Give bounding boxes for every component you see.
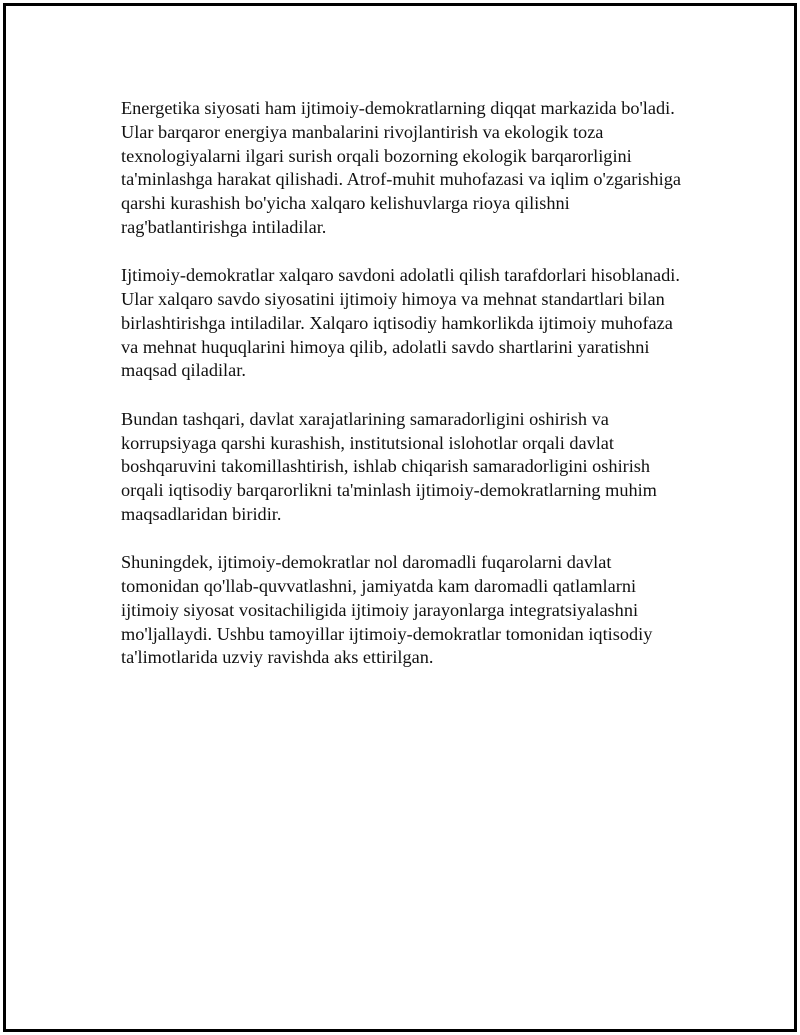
text-line: texnologiyalarni ilgari surish orqali bozorning ekologik barqarorligini xyxy=(121,145,632,166)
text-line: birlashtirishga intiladilar. Xalqaro iqtisodiy hamkorlikda ijtimoiy muhofaza xyxy=(121,312,673,333)
text-line: rag'batlantirishga intiladilar. xyxy=(121,216,327,237)
text-line: boshqaruvini takomillashtirish, ishlab chiqarish samaradorligini oshirish xyxy=(121,456,651,477)
text-line: Energetika siyosati ham ijtimoiy-demokratlarning diqqat markazida bo'ladi. xyxy=(121,98,675,118)
text-line: Bundan tashqari, davlat xarajatlarining samaradorligini oshirish va xyxy=(121,408,609,429)
paragraph-social-support xyxy=(121,551,711,670)
text-line: korrupsiyaga qarshi kurashish, institutsional islohotlar orqali davlat xyxy=(121,432,615,453)
text-line: ijtimoiy siyosat vositachiligida ijtimoiy jarayonlarga integratsiyalashni xyxy=(121,599,639,620)
paragraph-energy-policy xyxy=(121,97,711,240)
document-body xyxy=(121,97,711,695)
text-line: maqsad qiladilar. xyxy=(121,360,246,381)
text-line: mo'ljallaydi. Ushbu tamoyillar ijtimoiy-demokratlar tomonidan iqtisodiy xyxy=(121,623,653,644)
text-line: Ular xalqaro savdo siyosatini ijtimoiy himoya va mehnat standartlari bilan xyxy=(121,289,665,310)
text-line: qarshi kurashish bo'yicha xalqaro kelishuvlarga rioya qilishni xyxy=(121,193,570,214)
document-page xyxy=(3,3,797,1032)
paragraph-fair-trade xyxy=(121,264,711,383)
paragraph-public-spending xyxy=(121,408,711,527)
text-line: maqsadlaridan biridir. xyxy=(121,503,282,524)
text-line: va mehnat huquqlarini himoya qilib, adolatli savdo shartlarini yaratishni xyxy=(121,336,650,357)
text-line: Shuningdek, ijtimoiy-demokratlar nol daromadli fuqarolarni davlat xyxy=(121,552,612,573)
text-line: tomonidan qo'llab-quvvatlashni, jamiyatda kam daromadli qatlamlarni xyxy=(121,576,637,597)
text-line: Ular barqaror energiya manbalarini rivojlantirish va ekologik toza xyxy=(121,121,604,142)
text-line: orqali iqtisodiy barqarorlikni ta'minlash ijtimoiy-demokratlarning muhim xyxy=(121,480,657,501)
text-line: ta'minlashga harakat qilishadi. Atrof-muhit muhofazasi va iqlim o'zgarishiga xyxy=(121,169,681,190)
text-line: Ijtimoiy-demokratlar xalqaro savdoni adolatli qilish tarafdorlari hisoblanadi. xyxy=(121,265,680,286)
text-line: ta'limotlarida uzviy ravishda aks ettirilgan. xyxy=(121,647,434,668)
